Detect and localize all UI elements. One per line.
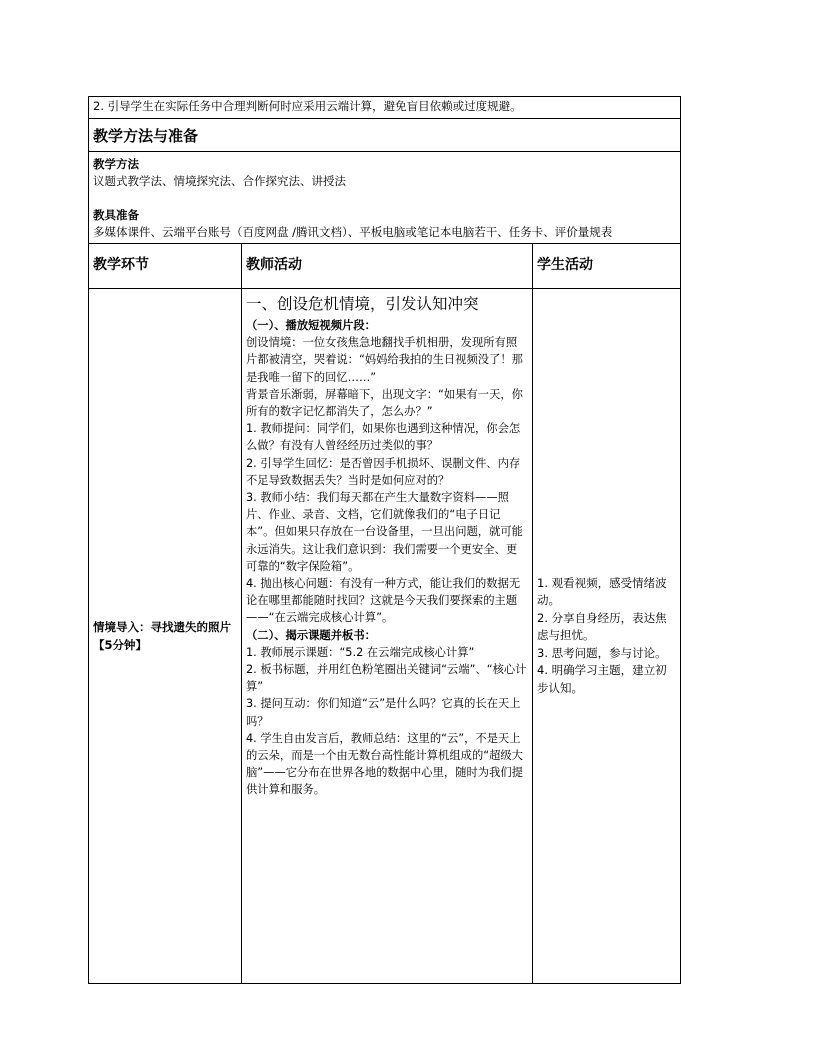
part1-title: （一）、播放短视频片段： — [246, 319, 376, 332]
part1-line: 1. 教师提问：同学们，如果你也遇到这种情况，你会怎么做？有没有人曾经经历过类似的事？ — [246, 422, 521, 453]
teacher-activity — [242, 289, 533, 984]
part1-line: 3. 教师小结：我们每天都在产生大量数字资料——照片、作业、录音、文档，它们就像我们的“电子日记本”。但如果只存放在一台设备里，一旦出问题，就可能永远消失。这让我们意识到：我们需要一个更安全、更可靠的“数字保险箱”。 — [246, 491, 523, 573]
methods-row — [89, 152, 681, 244]
tools-text: 多媒体课件、云端平台账号（百度网盘 /腾讯文档）、平板电脑或笔记本电脑若干、任务卡、评价量规表 — [93, 225, 613, 239]
lesson-plan-table — [88, 96, 681, 984]
part1-line: 创设情境：一位女孩焦急地翻找手机相册，发现所有照片都被清空，哭着说：“妈妈给我拍的生日视频没了！那是我唯一留下的回忆……” — [246, 336, 523, 384]
methods-heading: 教学方法与准备 — [93, 127, 199, 145]
methods-heading-row — [89, 119, 681, 152]
method-text: 议题式教学法、情境探究法、合作探究法、讲授法 — [93, 174, 346, 188]
activity-row — [89, 289, 681, 984]
part2-line: 3. 提问互动：你们知道“云”是什么吗？它真的长在天上吗？ — [246, 697, 521, 728]
student-item: 2. 分享自身经历，表达焦虑与担忧。 — [537, 610, 667, 643]
part2-title: （二）、揭示课题并板书： — [246, 628, 376, 642]
tools-label: 教具准备 — [93, 208, 139, 222]
part1-line: 2. 引导学生回忆：是否曾因手机损坏、误删文件、内存不足导致数据丢失？当时是如何应对的？ — [246, 456, 521, 487]
teacher-section-title: 一、创设危机情境，引发认知冲突 — [246, 295, 479, 313]
objective-row — [89, 97, 681, 119]
part1-line: 4. 抛出核心问题：有没有一种方式，能让我们的数据无论在哪里都能随时找回？这就是今天我们要探索的主题——“在云端完成核心计算”。 — [246, 577, 521, 625]
objective-line: 2. 引导学生在实际任务中合理判断何时应采用云端计算，避免盲目依赖或过度规避。 — [89, 97, 681, 119]
student-item: 3. 思考问题，参与讨论。 — [537, 645, 667, 660]
part2-line: 2. 板书标题，并用红色粉笔圈出关键词“云端”、“核心计算” — [246, 663, 527, 694]
student-activity — [533, 289, 681, 984]
lesson-plan-page — [88, 96, 680, 984]
column-header-row — [89, 244, 681, 289]
method-label: 教学方法 — [93, 157, 139, 171]
student-item: 4. 明确学习主题，建立初步认知。 — [537, 663, 667, 695]
part1-line: 背景音乐渐弱，屏幕暗下，出现文字：“如果有一天，你所有的数字记忆都消失了，怎么办？” — [246, 387, 523, 419]
part2-line: 1. 教师展示课题：“5.2 在云端完成核心计算” — [246, 645, 475, 659]
student-column-header: 学生活动 — [533, 244, 681, 289]
part2-line: 4. 学生自由发言后，教师总结：这里的“云”，不是天上的云朵，而是一个由无数台高性能计算机组成的“超级大脑”——它分布在世界各地的数据中心里，随时为我们提供计算和服务。 — [246, 731, 523, 797]
stage-name: 情境导入：寻找遗失的照片【5分钟】 — [89, 289, 242, 984]
teacher-column-header: 教师活动 — [242, 244, 533, 289]
stage-column-header: 教学环节 — [89, 244, 242, 289]
student-item: 1. 观看视频，感受情绪波动。 — [537, 575, 667, 608]
